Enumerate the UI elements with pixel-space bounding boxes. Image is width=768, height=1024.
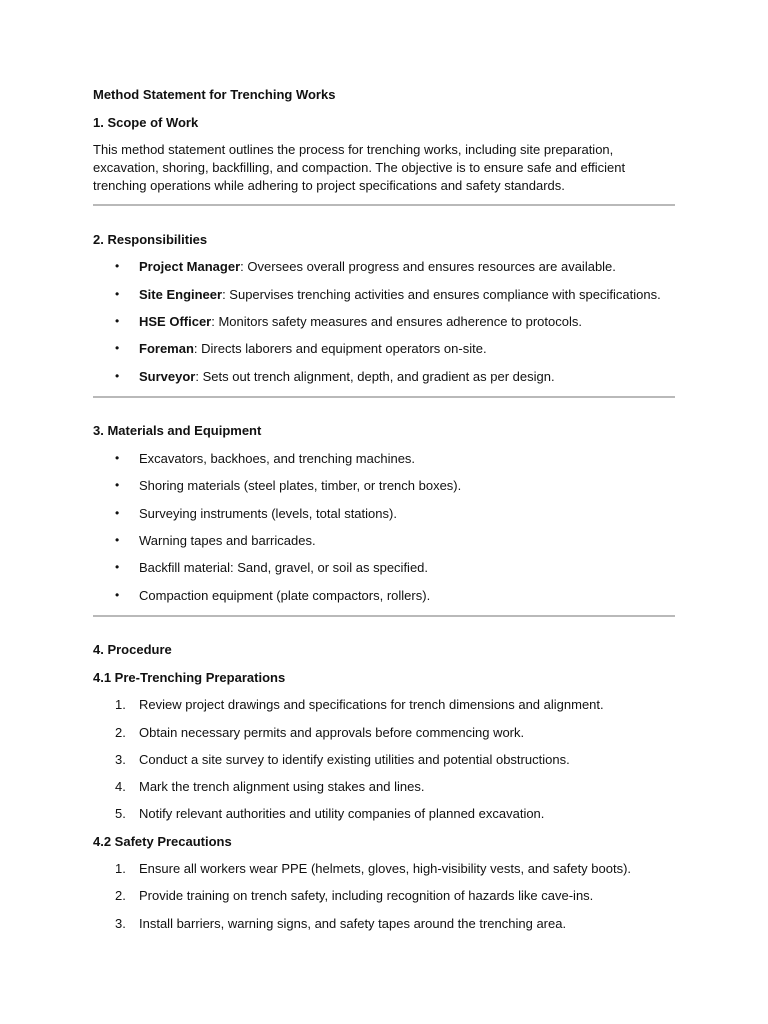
list-item xyxy=(93,341,675,359)
bullet-icon: • xyxy=(115,506,120,520)
list-item-text: Warning tapes and barricades. xyxy=(139,533,316,548)
bullet-icon: • xyxy=(115,533,120,547)
list-item xyxy=(93,697,675,715)
list-item-text: Obtain necessary permits and approvals before commencing work. xyxy=(139,725,525,740)
list-item xyxy=(93,533,675,551)
list-item-text xyxy=(139,314,582,329)
list-item xyxy=(93,725,675,743)
role-description: : Sets out trench alignment, depth, and gradient as per design. xyxy=(195,369,555,384)
list-item xyxy=(93,478,675,496)
list-item xyxy=(93,506,675,524)
list-item xyxy=(93,369,675,387)
bullet-icon: • xyxy=(115,560,120,574)
list-item xyxy=(93,588,675,606)
list-number: 2. xyxy=(115,888,126,903)
subsection-heading-safety: 4.2 Safety Precautions xyxy=(93,834,232,849)
list-item xyxy=(93,861,675,879)
role-label: Foreman xyxy=(139,341,194,356)
list-item xyxy=(93,806,675,824)
list-number: 3. xyxy=(115,752,126,767)
list-item-text: Mark the trench alignment using stakes and lines. xyxy=(139,779,425,794)
list-item-text xyxy=(139,369,555,384)
bullet-icon: • xyxy=(115,369,120,383)
scope-paragraph: This method statement outlines the process for trenching works, including site preparation, excavation, shoring, backfilling, and compaction. The objective is to ensure safe and efficient trenching operations while adhering to project specifications and safety standards. xyxy=(93,142,626,193)
list-item xyxy=(93,560,675,578)
list-item-text: Compaction equipment (plate compactors, rollers). xyxy=(139,588,431,603)
section-heading-scope: 1. Scope of Work xyxy=(93,115,199,130)
list-item xyxy=(93,779,675,797)
role-description: : Supervises trenching activities and ensures compliance with specifications. xyxy=(222,287,661,302)
bullet-icon: • xyxy=(115,478,120,492)
list-item xyxy=(93,259,675,277)
bullet-icon: • xyxy=(115,287,120,301)
divider xyxy=(93,396,675,398)
list-item xyxy=(93,888,675,906)
role-label: Project Manager xyxy=(139,259,241,274)
list-number: 1. xyxy=(115,697,126,712)
divider xyxy=(93,204,675,206)
list-item-text: Conduct a site survey to identify existing utilities and potential obstructions. xyxy=(139,752,570,767)
section-heading-materials: 3. Materials and Equipment xyxy=(93,423,262,438)
list-item-text xyxy=(139,259,616,274)
list-item xyxy=(93,287,675,305)
section-heading-procedure: 4. Procedure xyxy=(93,642,172,657)
list-number: 2. xyxy=(115,725,126,740)
bullet-icon: • xyxy=(115,314,120,328)
list-item-text: Surveying instruments (levels, total stations). xyxy=(139,506,397,521)
subsection-heading-pre-trenching: 4.1 Pre-Trenching Preparations xyxy=(93,670,286,685)
list-item-text: Install barriers, warning signs, and safety tapes around the trenching area. xyxy=(139,916,567,931)
role-description: : Monitors safety measures and ensures adherence to protocols. xyxy=(211,314,582,329)
bullet-icon: • xyxy=(115,451,120,465)
bullet-icon: • xyxy=(115,341,120,355)
bullet-icon: • xyxy=(115,588,120,602)
list-item xyxy=(93,314,675,332)
document-title: Method Statement for Trenching Works xyxy=(93,87,336,102)
list-number: 5. xyxy=(115,806,126,821)
list-item-text: Provide training on trench safety, including recognition of hazards like cave-ins. xyxy=(139,888,594,903)
role-label: HSE Officer xyxy=(139,314,212,329)
list-item-text: Ensure all workers wear PPE (helmets, gloves, high-visibility vests, and safety boots). xyxy=(139,861,632,876)
list-number: 1. xyxy=(115,861,126,876)
list-item-text: Backfill material: Sand, gravel, or soil as specified. xyxy=(139,560,429,575)
list-item-text: Notify relevant authorities and utility companies of planned excavation. xyxy=(139,806,545,821)
list-item xyxy=(93,752,675,770)
list-item-text xyxy=(139,287,661,302)
list-item-text: Excavators, backhoes, and trenching machines. xyxy=(139,451,416,466)
divider xyxy=(93,615,675,617)
list-number: 4. xyxy=(115,779,126,794)
list-item-text: Review project drawings and specifications for trench dimensions and alignment. xyxy=(139,697,604,712)
list-item-text xyxy=(139,341,487,356)
role-label: Surveyor xyxy=(139,369,196,384)
role-description: : Oversees overall progress and ensures resources are available. xyxy=(240,259,616,274)
bullet-icon: • xyxy=(115,259,120,273)
section-heading-responsibilities: 2. Responsibilities xyxy=(93,232,208,247)
list-item xyxy=(93,916,675,934)
list-item-text: Shoring materials (steel plates, timber, or trench boxes). xyxy=(139,478,462,493)
list-item xyxy=(93,451,675,469)
role-label: Site Engineer xyxy=(139,287,223,302)
list-number: 3. xyxy=(115,916,126,931)
role-description: : Directs laborers and equipment operators on-site. xyxy=(193,341,487,356)
